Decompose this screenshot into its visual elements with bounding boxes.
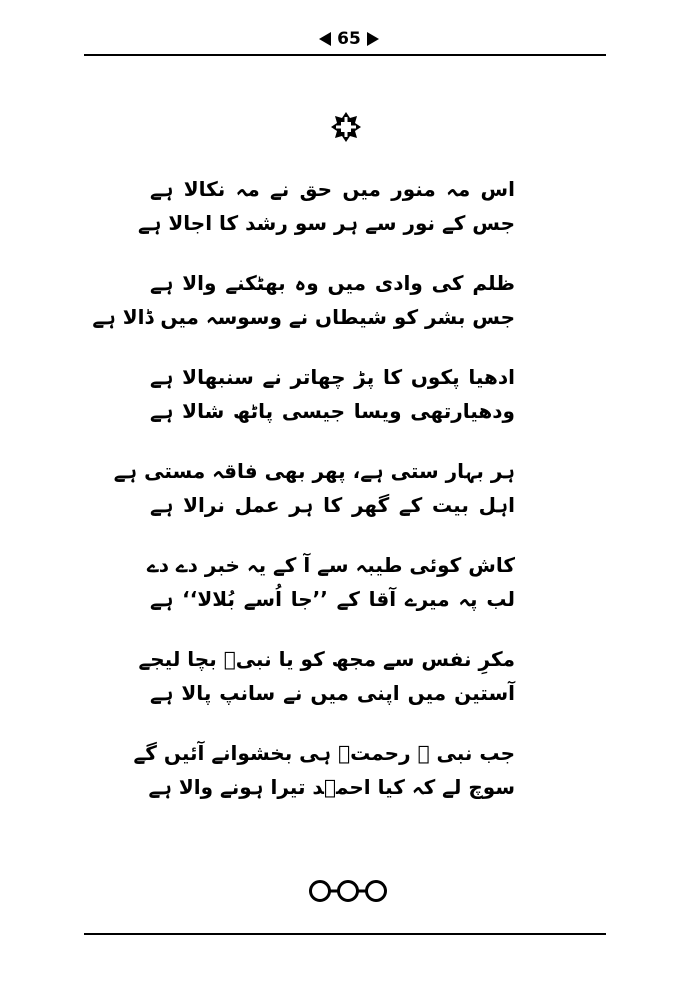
- verse-line: ودھیارتھی ویسا جیسی پاٹھ شالا ہے: [150, 399, 515, 423]
- verse-line: اس مہ منور میں حق نے مہ نکالا ہے: [150, 177, 515, 201]
- three-rings-end-mark-icon: [307, 878, 389, 904]
- verse-line: مکرِ نفس سے مجھ کو یا نبیؐ بچا لیجے: [138, 647, 515, 671]
- verse-line: جب نبی ؐ رحمتؐ ہی بخشوانے آئیں گے: [133, 741, 515, 765]
- stanza-5: [146, 548, 515, 616]
- stanza-3: [150, 360, 515, 428]
- stanza-6: [138, 642, 515, 710]
- verse-line: جس بشر کو شیطاں نے وسوسہ میں ڈالا ہے: [92, 305, 515, 329]
- verse-line: ہر بہار ستی ہے، پھر بھی فاقہ مستی ہے: [113, 459, 515, 483]
- page-number-badge: [317, 28, 381, 50]
- verse-line: اہل بیت کے گھر کا ہر عمل نرالا ہے: [150, 493, 515, 517]
- stanza-1: [137, 172, 515, 240]
- left-bracket-icon: [319, 32, 331, 46]
- bottom-rule: [84, 933, 606, 935]
- stanza-4: [113, 454, 515, 522]
- floral-ornament-icon: [331, 112, 361, 142]
- verse-line: لب پہ میرے آقا کے ’’جا اُسے بُلالا‘‘ ہے: [150, 587, 515, 611]
- verse-line: سوچ لے کہ کیا احمؔد تیرا ہونے والا ہے: [148, 775, 515, 799]
- stanza-7: [133, 736, 515, 804]
- right-bracket-icon: [367, 32, 379, 46]
- page-number: 65: [337, 29, 361, 49]
- top-rule: [84, 54, 606, 56]
- stanza-2: [92, 266, 515, 334]
- verse-line: ظلم کی وادی میں وہ بھٹکنے والا ہے: [150, 271, 515, 295]
- verse-line: آستین میں اپنی میں نے سانپ پالا ہے: [150, 681, 515, 705]
- verse-line: جس کے نور سے ہر سو رشد کا اجالا ہے: [137, 211, 515, 235]
- verse-line: ادھیا پکوں کا پڑ چھاتر نے سنبھالا ہے: [150, 365, 515, 389]
- poem: [92, 172, 515, 830]
- page-header: [0, 28, 698, 50]
- verse-line: کاش کوئی طیبہ سے آ کے یہ خبر دے دے: [146, 553, 515, 577]
